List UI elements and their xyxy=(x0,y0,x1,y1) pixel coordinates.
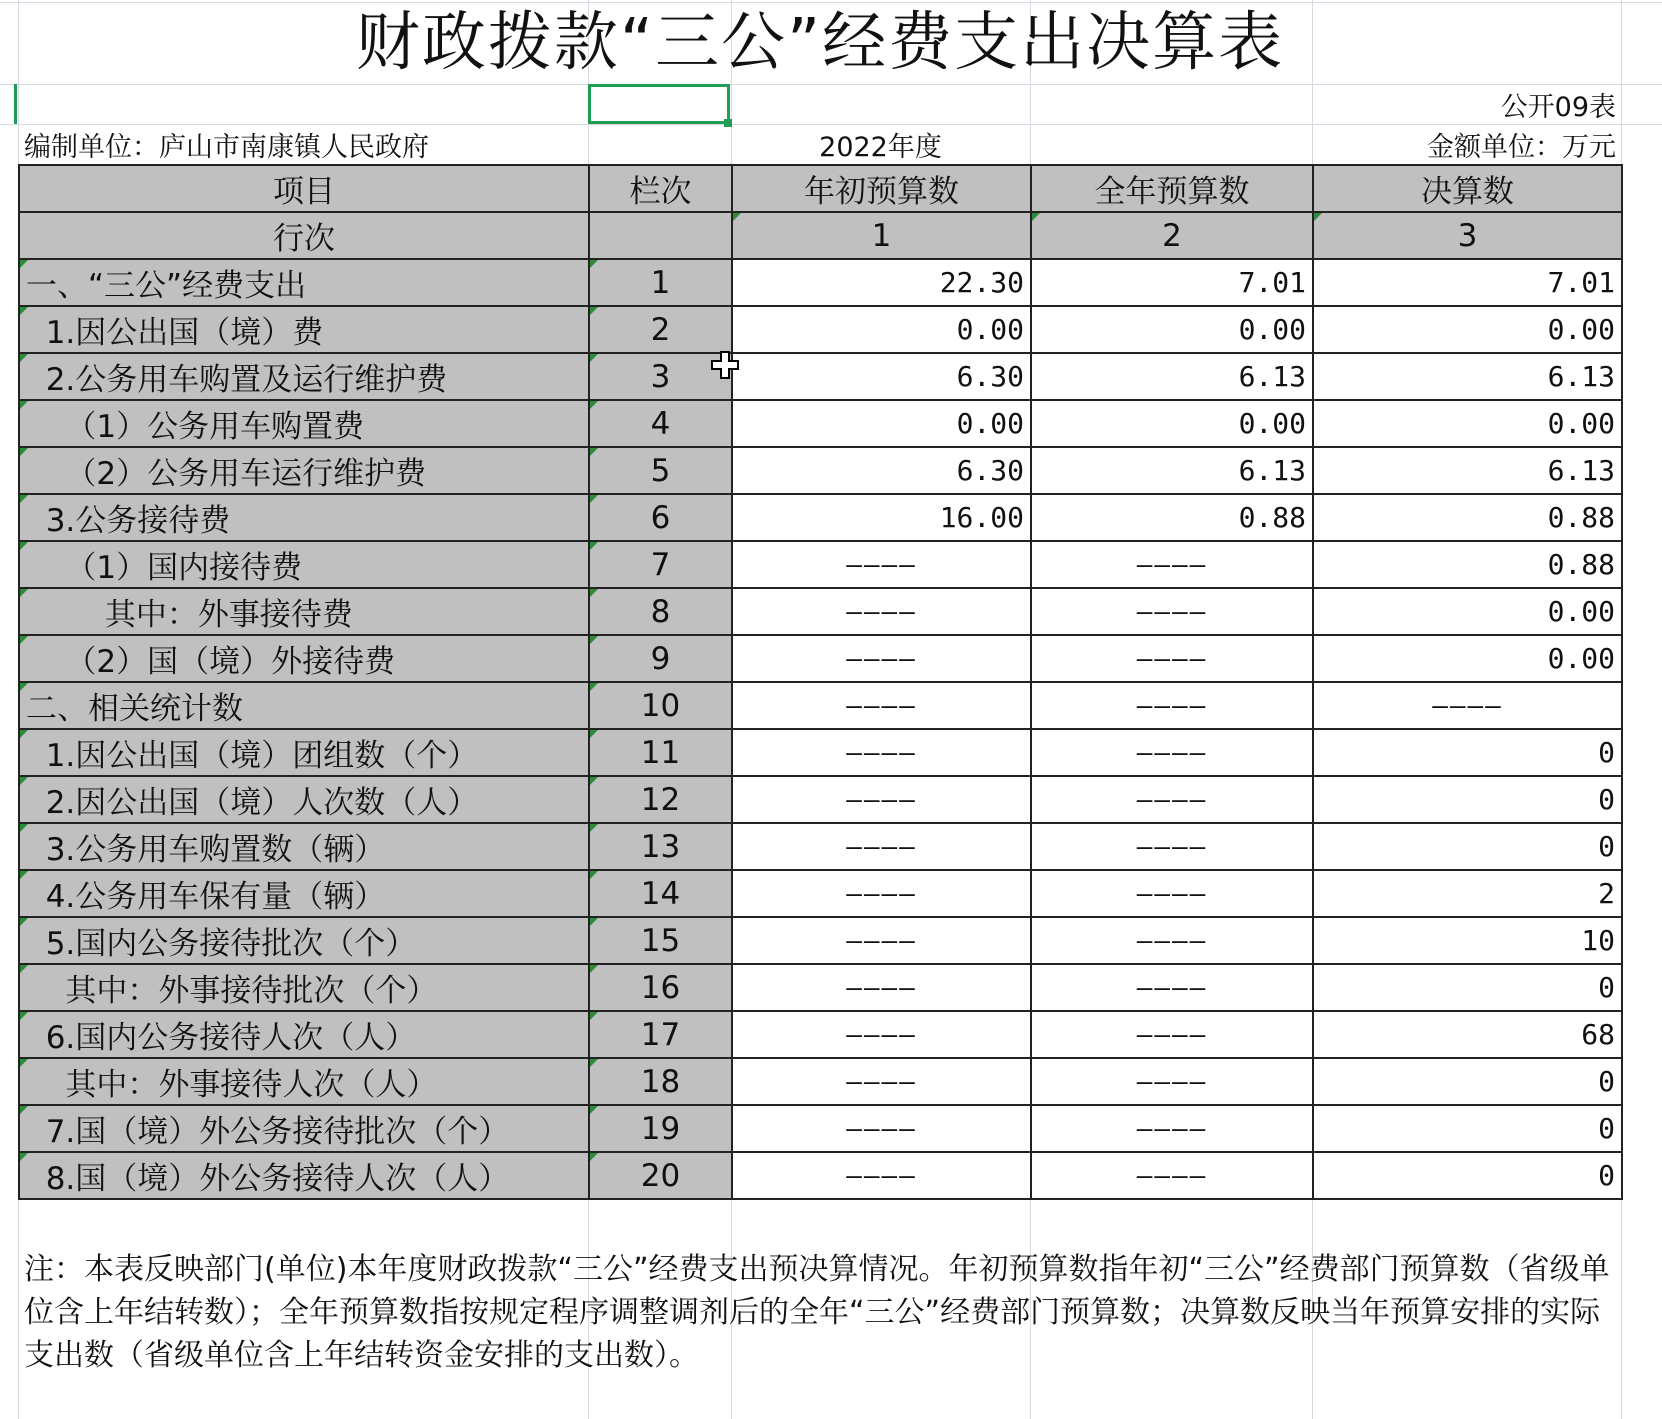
initial-budget-value[interactable]: 0.00 xyxy=(732,400,1031,447)
final-account-value[interactable]: 0 xyxy=(1313,964,1622,1011)
table-row xyxy=(19,353,1622,400)
table-row xyxy=(19,1105,1622,1152)
row-number[interactable]: 6 xyxy=(589,494,732,541)
table-row xyxy=(19,870,1622,917)
row-label[interactable]: （1）公务用车购置费 xyxy=(19,400,589,447)
row-label[interactable]: （1）国内接待费 xyxy=(19,541,589,588)
row-label[interactable]: 一、“三公”经费支出 xyxy=(19,259,589,306)
table-row xyxy=(19,635,1622,682)
row-label[interactable]: 二、相关统计数 xyxy=(19,682,589,729)
annual-budget-value[interactable]: ———— xyxy=(1031,964,1313,1011)
annual-budget-value[interactable]: 0.88 xyxy=(1031,494,1313,541)
initial-budget-value[interactable]: 22.30 xyxy=(732,259,1031,306)
final-account-value[interactable]: 0.00 xyxy=(1313,306,1622,353)
initial-budget-value[interactable]: ———— xyxy=(732,682,1031,729)
final-account-value[interactable]: 0 xyxy=(1313,1152,1622,1199)
annual-budget-value[interactable]: ———— xyxy=(1031,588,1313,635)
initial-budget-value[interactable]: ———— xyxy=(732,588,1031,635)
row-label[interactable]: 其中：外事接待费 xyxy=(19,588,589,635)
table-number: 公开09表 xyxy=(1500,92,1616,123)
row-label[interactable]: 3.公务用车购置数（辆） xyxy=(19,823,589,870)
initial-budget-value[interactable]: ———— xyxy=(732,635,1031,682)
row-label[interactable]: 5.国内公务接待批次（个） xyxy=(19,917,589,964)
table-row xyxy=(19,259,1622,306)
subheader-col-1[interactable]: 1 xyxy=(732,212,1031,259)
row-number[interactable]: 15 xyxy=(589,917,732,964)
final-account-value[interactable]: 0.88 xyxy=(1313,541,1622,588)
table-row xyxy=(19,1058,1622,1105)
table-row xyxy=(19,541,1622,588)
annual-budget-value[interactable]: ———— xyxy=(1031,682,1313,729)
header-annual-budget[interactable]: 全年预算数 xyxy=(1031,165,1313,212)
row-number[interactable]: 13 xyxy=(589,823,732,870)
final-account-value[interactable]: 0 xyxy=(1313,1105,1622,1152)
final-account-value[interactable]: 0.00 xyxy=(1313,635,1622,682)
row-label[interactable]: 8.国（境）外公务接待人次（人） xyxy=(19,1152,589,1199)
gridline xyxy=(0,84,1662,85)
final-account-value[interactable]: 68 xyxy=(1313,1011,1622,1058)
table-row xyxy=(19,494,1622,541)
page-title: 财政拨款“三公”经费支出决算表 xyxy=(355,6,1285,80)
header-column-no[interactable]: 栏次 xyxy=(589,165,732,212)
row-number[interactable]: 17 xyxy=(589,1011,732,1058)
table-row xyxy=(19,682,1622,729)
header-row xyxy=(19,165,1622,212)
annual-budget-value[interactable]: 6.13 xyxy=(1031,353,1313,400)
initial-budget-value[interactable]: 6.30 xyxy=(732,353,1031,400)
annual-budget-value[interactable]: ———— xyxy=(1031,1058,1313,1105)
annual-budget-value[interactable]: 0.00 xyxy=(1031,306,1313,353)
table-row xyxy=(19,823,1622,870)
row-number[interactable]: 1 xyxy=(589,259,732,306)
money-unit: 金额单位：万元 xyxy=(1427,132,1616,163)
final-account-value[interactable]: 6.13 xyxy=(1313,447,1622,494)
header-item[interactable]: 项目 xyxy=(19,165,589,212)
expenditure-table xyxy=(18,164,1623,1200)
table-row xyxy=(19,1011,1622,1058)
final-account-value[interactable]: 2 xyxy=(1313,870,1622,917)
initial-budget-value[interactable]: ———— xyxy=(732,776,1031,823)
annual-budget-value[interactable]: 7.01 xyxy=(1031,259,1313,306)
annual-budget-value[interactable]: ———— xyxy=(1031,1011,1313,1058)
annual-budget-value[interactable]: ———— xyxy=(1031,729,1313,776)
row-label[interactable]: 1.因公出国（境）费 xyxy=(19,306,589,353)
annual-budget-value[interactable]: ———— xyxy=(1031,776,1313,823)
final-account-value[interactable]: 7.01 xyxy=(1313,259,1622,306)
initial-budget-value[interactable]: 16.00 xyxy=(732,494,1031,541)
initial-budget-value[interactable]: ———— xyxy=(732,729,1031,776)
subheader-row xyxy=(19,212,1622,259)
gridline xyxy=(0,2,1662,3)
row-number[interactable]: 7 xyxy=(589,541,732,588)
row-label[interactable]: 3.公务接待费 xyxy=(19,494,589,541)
annual-budget-value[interactable]: ———— xyxy=(1031,823,1313,870)
final-account-value[interactable]: 0.88 xyxy=(1313,494,1622,541)
fill-handle[interactable] xyxy=(724,119,732,127)
row-number[interactable]: 14 xyxy=(589,870,732,917)
subheader-col-3[interactable]: 3 xyxy=(1313,212,1622,259)
annual-budget-value[interactable]: ———— xyxy=(1031,917,1313,964)
table-row xyxy=(19,306,1622,353)
row-number[interactable]: 19 xyxy=(589,1105,732,1152)
final-account-value[interactable]: 0 xyxy=(1313,729,1622,776)
final-account-value[interactable]: 0.00 xyxy=(1313,588,1622,635)
row-number[interactable]: 3 xyxy=(589,353,732,400)
final-account-value[interactable]: 0.00 xyxy=(1313,400,1622,447)
table-row xyxy=(19,1152,1622,1199)
row-label[interactable]: （2）公务用车运行维护费 xyxy=(19,447,589,494)
subheader-row-no[interactable]: 行次 xyxy=(19,212,589,259)
row-label[interactable]: 其中：外事接待批次（个） xyxy=(19,964,589,1011)
header-initial-budget[interactable]: 年初预算数 xyxy=(732,165,1031,212)
row-label[interactable]: 7.国（境）外公务接待批次（个） xyxy=(19,1105,589,1152)
row-number[interactable]: 20 xyxy=(589,1152,732,1199)
initial-budget-value[interactable]: 0.00 xyxy=(732,306,1031,353)
annual-budget-value[interactable]: ———— xyxy=(1031,635,1313,682)
subheader-blank[interactable] xyxy=(589,212,732,259)
fiscal-year: 2022年度 xyxy=(819,132,942,163)
row-label[interactable]: 1.因公出国（境）团组数（个） xyxy=(19,729,589,776)
table-row xyxy=(19,964,1622,1011)
row-label[interactable]: 2.公务用车购置及运行维护费 xyxy=(19,353,589,400)
table-row xyxy=(19,400,1622,447)
initial-budget-value[interactable]: ———— xyxy=(732,1152,1031,1199)
initial-budget-value[interactable]: ———— xyxy=(732,964,1031,1011)
final-account-value[interactable]: 0 xyxy=(1313,776,1622,823)
table-row xyxy=(19,729,1622,776)
row-number[interactable]: 11 xyxy=(589,729,732,776)
initial-budget-value[interactable]: ———— xyxy=(732,1105,1031,1152)
row-number[interactable]: 18 xyxy=(589,1058,732,1105)
final-account-value[interactable]: 10 xyxy=(1313,917,1622,964)
row-number[interactable]: 4 xyxy=(589,400,732,447)
annual-budget-value[interactable]: ———— xyxy=(1031,870,1313,917)
row-number[interactable]: 12 xyxy=(589,776,732,823)
annual-budget-value[interactable]: ———— xyxy=(1031,1105,1313,1152)
selected-cell[interactable] xyxy=(588,84,730,124)
initial-budget-value[interactable]: ———— xyxy=(732,870,1031,917)
row-label[interactable]: （2）国（境）外接待费 xyxy=(19,635,589,682)
subheader-col-2[interactable]: 2 xyxy=(1031,212,1313,259)
annual-budget-value[interactable]: ———— xyxy=(1031,1152,1313,1199)
initial-budget-value[interactable]: ———— xyxy=(732,541,1031,588)
annual-budget-value[interactable]: ———— xyxy=(1031,541,1313,588)
row-number[interactable]: 16 xyxy=(589,964,732,1011)
table-row xyxy=(19,447,1622,494)
row-number[interactable]: 10 xyxy=(589,682,732,729)
final-account-value[interactable]: ———— xyxy=(1313,682,1622,729)
table-row xyxy=(19,917,1622,964)
table-row xyxy=(19,776,1622,823)
move-cursor-icon xyxy=(710,350,740,380)
table-note: 注：本表反映部门(单位)本年度财政拨款“三公”经费支出预决算情况。年初预算数指年初“三公”经费部门预算数（省级单位含上年结转数）；全年预算数指按规定程序调整调剂后的全年“三公”经费部门预算数；决算数反映当年预算安排的实际支出数（省级单位含上年结转资金安排的支出数）。 xyxy=(24,1252,1610,1373)
annual-budget-value[interactable]: 0.00 xyxy=(1031,400,1313,447)
table-row xyxy=(19,588,1622,635)
initial-budget-value[interactable]: ———— xyxy=(732,917,1031,964)
row-header-marker xyxy=(14,84,17,124)
initial-budget-value[interactable]: ———— xyxy=(732,1058,1031,1105)
row-number[interactable]: 5 xyxy=(589,447,732,494)
row-label[interactable]: 6.国内公务接待人次（人） xyxy=(19,1011,589,1058)
row-number[interactable]: 8 xyxy=(589,588,732,635)
final-account-value[interactable]: 0 xyxy=(1313,1058,1622,1105)
final-account-value[interactable]: 0 xyxy=(1313,823,1622,870)
initial-budget-value[interactable]: ———— xyxy=(732,823,1031,870)
initial-budget-value[interactable]: 6.30 xyxy=(732,447,1031,494)
row-number[interactable]: 9 xyxy=(589,635,732,682)
annual-budget-value[interactable]: 6.13 xyxy=(1031,447,1313,494)
row-label[interactable]: 2.因公出国（境）人次数（人） xyxy=(19,776,589,823)
row-label[interactable]: 4.公务用车保有量（辆） xyxy=(19,870,589,917)
row-number[interactable]: 2 xyxy=(589,306,732,353)
row-label[interactable]: 其中：外事接待人次（人） xyxy=(19,1058,589,1105)
initial-budget-value[interactable]: ———— xyxy=(732,1011,1031,1058)
final-account-value[interactable]: 6.13 xyxy=(1313,353,1622,400)
compiling-unit: 编制单位：庐山市南康镇人民政府 xyxy=(24,132,429,163)
header-final-account[interactable]: 决算数 xyxy=(1313,165,1622,212)
